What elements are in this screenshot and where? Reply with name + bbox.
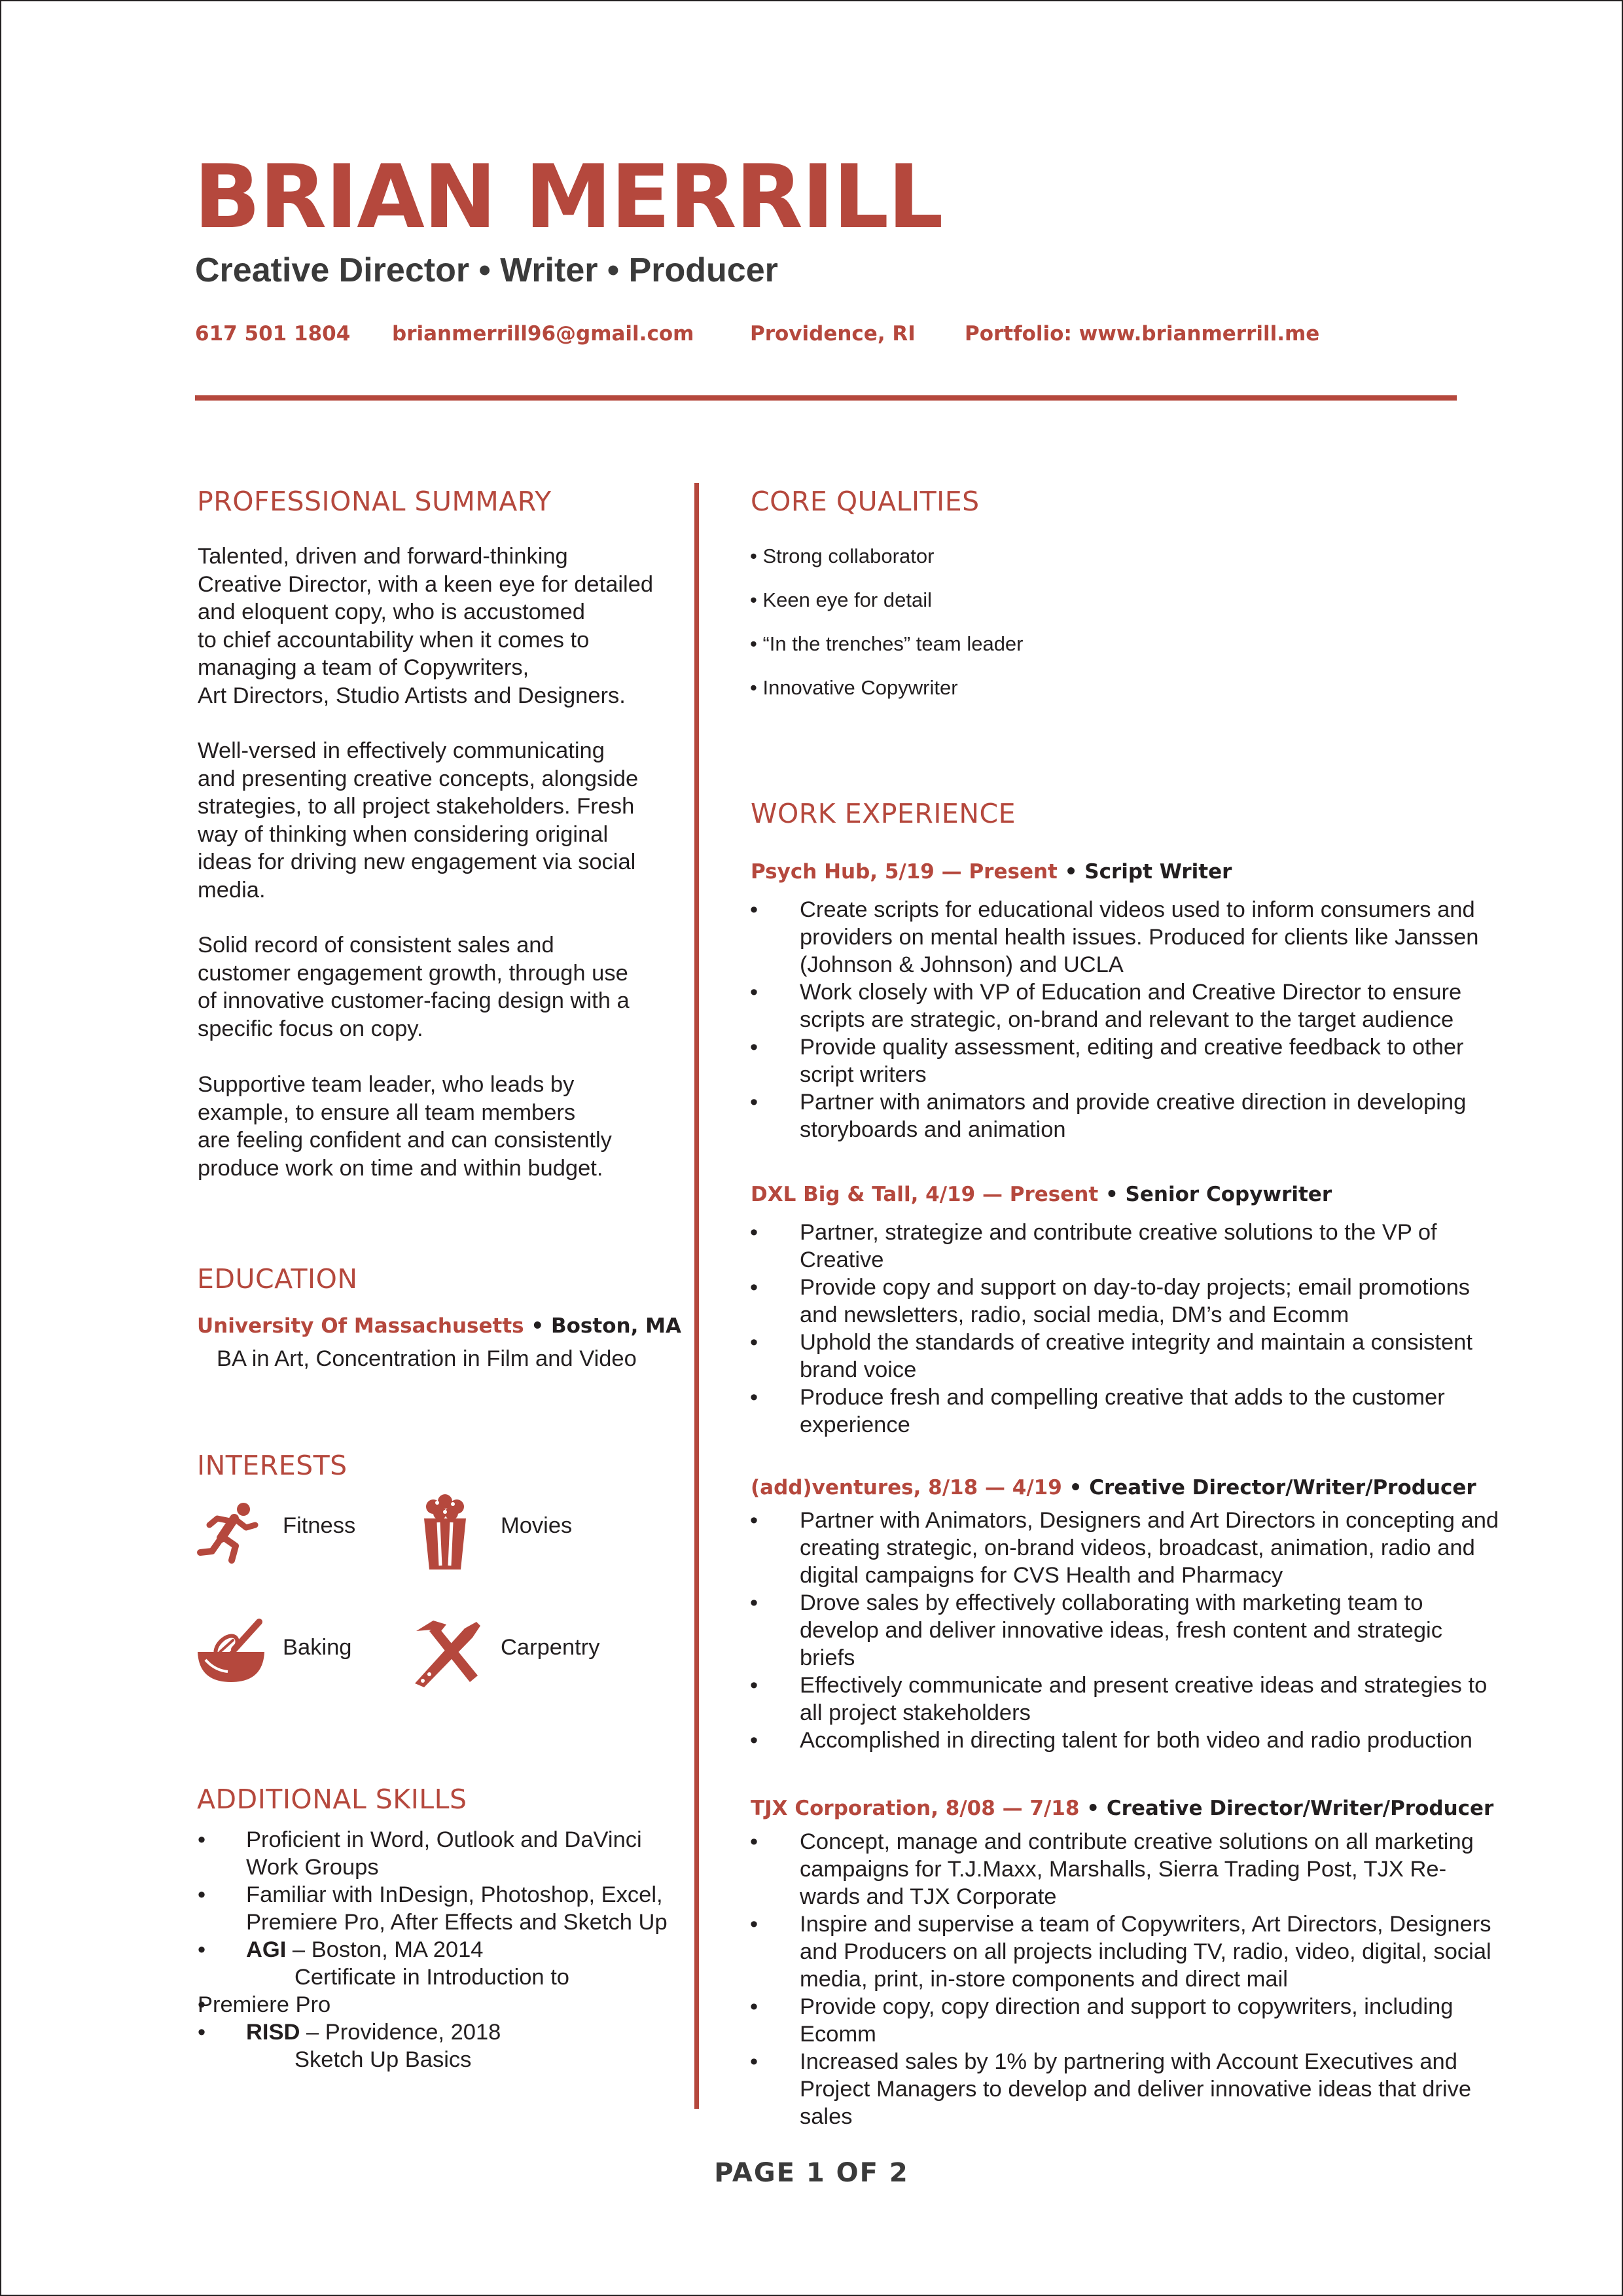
education-heading: EDUCATION [197,1263,358,1295]
job-bullet: • Drove sales by effectively collaborating with marketing team to develop and deliver innovative ideas, fresh content and strategic briefs [750,1589,1503,1672]
contact-email[interactable]: brianmerrill96@gmail.com [392,322,694,346]
contact-phone: 617 501 1804 [195,322,351,346]
interest-movies: Movies [501,1513,573,1538]
qualities-heading: CORE QUALITIES [751,486,980,517]
candidate-title: Creative Director • Writer • Producer [195,251,778,289]
quality-item: • Innovative Copywriter [750,676,958,699]
job-bullet: • Provide quality assessment, editing and creative feedback to other script writers [750,1033,1503,1088]
interest-fitness: Fitness [283,1513,356,1538]
quality-item: • Keen eye for detail [750,588,932,611]
popcorn-icon [419,1494,471,1571]
job-bullets-addventures [750,1507,1503,1754]
skill-item: • AGI – Boston, MA 2014 Certificate in Introduction to [198,1936,682,1991]
quality-item: • Strong collaborator [750,545,935,567]
interests-heading: INTERESTS [197,1450,348,1481]
skill-item-continued: • Premiere Pro [198,1991,682,2018]
job-header-dxl: DXL Big & Tall, 4/19 — Present • Senior Copywriter [751,1183,1332,1206]
job-bullet: • Uphold the standards of creative integrity and maintain a consistent brand voice [750,1329,1503,1384]
school-location: Boston, MA [551,1314,681,1338]
job-bullet: • Provide copy, copy direction and support to copywriters, including Ecomm [750,1993,1503,2048]
skill-item: • Proficient in Word, Outlook and DaVinci Work Groups [198,1826,682,1881]
column-divider [694,483,699,2109]
job-header-psych-hub: Psych Hub, 5/19 — Present • Script Writer [751,860,1232,884]
job-bullet: • Inspire and supervise a team of Copywriters, Art Directors, Designers and Producers on all projects including TV, radio, video, digital, social media, print, in-store components and direct mail [750,1910,1503,1993]
job-bullet: • Partner with animators and provide creative direction in developing storyboards and animation [750,1088,1503,1143]
job-bullet: • Effectively communicate and present creative ideas and strategies to all project stakeholders [750,1672,1503,1727]
running-icon [196,1499,259,1564]
job-bullet: • Accomplished in directing talent for both video and radio production [750,1727,1503,1754]
interest-carpentry: Carpentry [501,1635,600,1660]
whisk-bowl-icon [195,1617,267,1685]
candidate-name: BRIAN MERRILL [194,146,942,248]
quality-item: • “In the trenches” team leader [750,632,1024,655]
education-degree: BA in Art, Concentration in Film and Video [217,1346,637,1371]
skill-item: • Familiar with InDesign, Photoshop, Excel, Premiere Pro, After Effects and Sketch Up [198,1881,682,1936]
education-school-line: University Of Massachusetts • Boston, MA [197,1314,681,1338]
summary-heading: PROFESSIONAL SUMMARY [197,486,552,517]
skills-list [198,1826,682,2073]
interest-baking: Baking [283,1635,352,1660]
job-bullets-psych-hub [750,896,1503,1143]
job-bullet: • Increased sales by 1% by partnering with Account Executives and Project Managers to develop and deliver innovative ideas that drive sales [750,2048,1503,2130]
contact-portfolio[interactable]: Portfolio: www.brianmerrill.me [965,322,1320,346]
skill-item: • RISD – Providence, 2018 Sketch Up Basics [198,2018,682,2073]
job-bullets-dxl [750,1219,1503,1439]
job-bullet: • Provide copy and support on day-to-day projects; email promotions and newsletters, radio, social media, DM’s and Ecomm [750,1274,1503,1329]
page-number: PAGE 1 OF 2 [714,2158,909,2188]
hammer-saw-icon [407,1617,486,1689]
job-bullet: • Partner, strategize and contribute creative solutions to the VP of Creative [750,1219,1503,1274]
school-name: University Of Massachusetts [197,1314,524,1338]
job-bullet: • Partner with Animators, Designers and Art Directors in concepting and creating strategic, on-brand videos, broadcast, animation, radio and digital campaigns for CVS Health and Pharmacy [750,1507,1503,1589]
job-bullet: • Produce fresh and compelling creative that adds to the customer experience [750,1384,1503,1439]
skills-heading: ADDITIONAL SKILLS [197,1784,467,1815]
job-bullet: • Create scripts for educational videos used to inform consumers and providers on mental health issues. Produced for clients like Janssen (Johnson & Johnson) and UCLA [750,896,1503,978]
job-header-tjx: TJX Corporation, 8/08 — 7/18 • Creative Director/Writer/Producer [751,1797,1494,1820]
job-bullet: • Work closely with VP of Education and Creative Director to ensure scripts are strategic, on-brand and relevant to the target audience [750,978,1503,1033]
contact-location: Providence, RI [750,322,916,346]
job-header-addventures: (add)ventures, 8/18 — 4/19 • Creative Director/Writer/Producer [751,1476,1476,1499]
experience-heading: WORK EXPERIENCE [751,798,1016,829]
header-divider [195,395,1457,401]
job-bullet: • Concept, manage and contribute creative solutions on all marketing campaigns for T.J.Maxx, Marshalls, Sierra Trading Post, TJX Re-wards and TJX Corporate [750,1828,1503,1910]
job-bullets-tjx [750,1828,1503,2130]
